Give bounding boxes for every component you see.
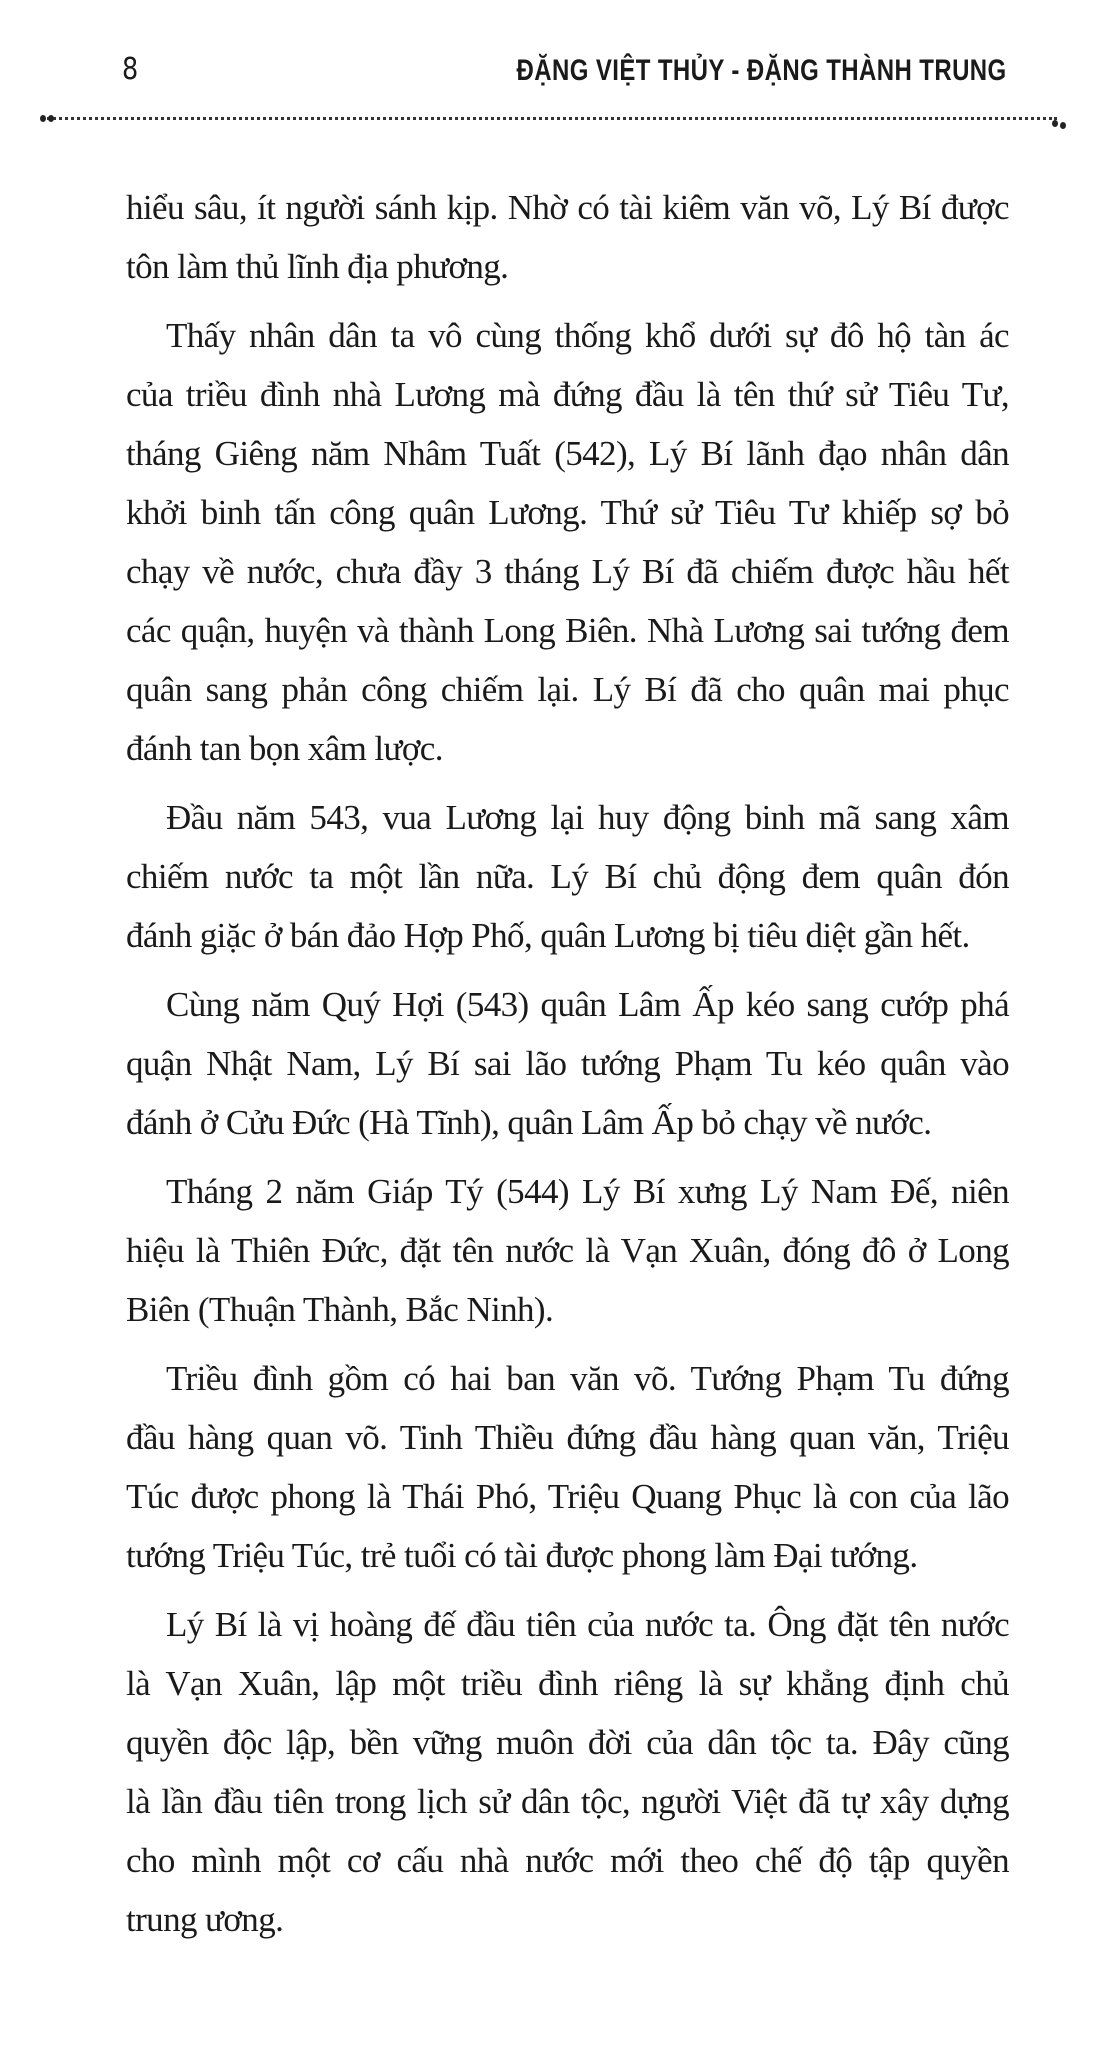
text-line: hiểu sâu, ít người sánh kịp. Nhờ có tài kiêm văn võ, Lý Bí được xyxy=(126,188,1009,227)
text-line: Tháng 2 năm Giáp Tý (544) Lý Bí xưng Lý Nam Đế, niên xyxy=(166,1172,1009,1211)
text-line: quân sang phản công chiếm lại. Lý Bí đã cho quân mai phục xyxy=(126,670,1009,709)
paragraph xyxy=(126,1162,1009,1339)
text-line: đánh tan bọn xâm lược. xyxy=(126,729,443,768)
text-line: khởi binh tấn công quân Lương. Thứ sử Tiêu Tư khiếp sợ bỏ xyxy=(126,493,1009,532)
text-line: chiếm nước ta một lần nữa. Lý Bí chủ động đem quân đón xyxy=(126,857,1009,896)
text-line: đánh giặc ở bán đảo Hợp Phố, quân Lương bị tiêu diệt gần hết. xyxy=(126,916,970,955)
running-title: ĐẶNG VIỆT THỦY - ĐẶNG THÀNH TRUNG xyxy=(516,54,1007,87)
text-line: là Vạn Xuân, lập một triều đình riêng là sự khẳng định chủ xyxy=(126,1664,1009,1703)
body-text xyxy=(126,178,1009,1959)
text-line: Triều đình gồm có hai ban văn võ. Tướng Phạm Tu đứng xyxy=(166,1359,1009,1398)
text-line: đánh ở Cửu Đức (Hà Tĩnh), quân Lâm Ấp bỏ chạy về nước. xyxy=(126,1103,932,1142)
text-line: Cùng năm Quý Hợi (543) quân Lâm Ấp kéo sang cướp phá xyxy=(166,985,1009,1024)
header-divider xyxy=(42,117,1057,120)
page-number: 8 xyxy=(122,52,139,87)
text-line: quyền độc lập, bền vững muôn đời của dân tộc ta. Đây cũng xyxy=(126,1723,1009,1762)
divider-dot-right xyxy=(1052,120,1058,127)
text-line: Lý Bí là vị hoàng đế đầu tiên của nước ta. Ông đặt tên nước xyxy=(166,1605,1009,1644)
text-line: các quận, huyện và thành Long Biên. Nhà Lương sai tướng đem xyxy=(126,611,1009,650)
divider-dot-left xyxy=(40,115,46,122)
text-line: quận Nhật Nam, Lý Bí sai lão tướng Phạm Tu kéo quân vào xyxy=(126,1044,1009,1083)
text-line: Đầu năm 543, vua Lương lại huy động binh mã sang xâm xyxy=(166,798,1009,837)
text-line: tháng Giêng năm Nhâm Tuất (542), Lý Bí lãnh đạo nhân dân xyxy=(126,434,1009,473)
paragraph xyxy=(126,1595,1009,1949)
divider-dot-left xyxy=(48,115,54,122)
text-line: tướng Triệu Túc, trẻ tuổi có tài được phong làm Đại tướng. xyxy=(126,1536,918,1575)
text-line: Biên (Thuận Thành, Bắc Ninh). xyxy=(126,1290,554,1329)
text-line: Túc được phong là Thái Phó, Triệu Quang Phục là con của lão xyxy=(126,1477,1009,1516)
paragraph xyxy=(126,975,1009,1152)
text-line: chạy về nước, chưa đầy 3 tháng Lý Bí đã chiếm được hầu hết xyxy=(126,552,1009,591)
text-line: cho mình một cơ cấu nhà nước mới theo chế độ tập quyền xyxy=(126,1841,1009,1880)
paragraph xyxy=(126,306,1009,778)
text-line: của triều đình nhà Lương mà đứng đầu là tên thứ sử Tiêu Tư, xyxy=(126,375,1009,414)
text-line: trung ương. xyxy=(126,1900,284,1939)
text-line: Thấy nhân dân ta vô cùng thống khổ dưới sự đô hộ tàn ác xyxy=(166,316,1009,355)
paragraph xyxy=(126,178,1009,296)
text-line: hiệu là Thiên Đức, đặt tên nước là Vạn Xuân, đóng đô ở Long xyxy=(126,1231,1009,1270)
text-line: là lần đầu tiên trong lịch sử dân tộc, người Việt đã tự xây dựng xyxy=(126,1782,1009,1821)
paragraph xyxy=(126,788,1009,965)
text-line: đầu hàng quan võ. Tinh Thiều đứng đầu hàng quan văn, Triệu xyxy=(126,1418,1009,1457)
text-line: tôn làm thủ lĩnh địa phương. xyxy=(126,247,509,286)
divider-dot-right xyxy=(1060,122,1066,129)
paragraph xyxy=(126,1349,1009,1585)
